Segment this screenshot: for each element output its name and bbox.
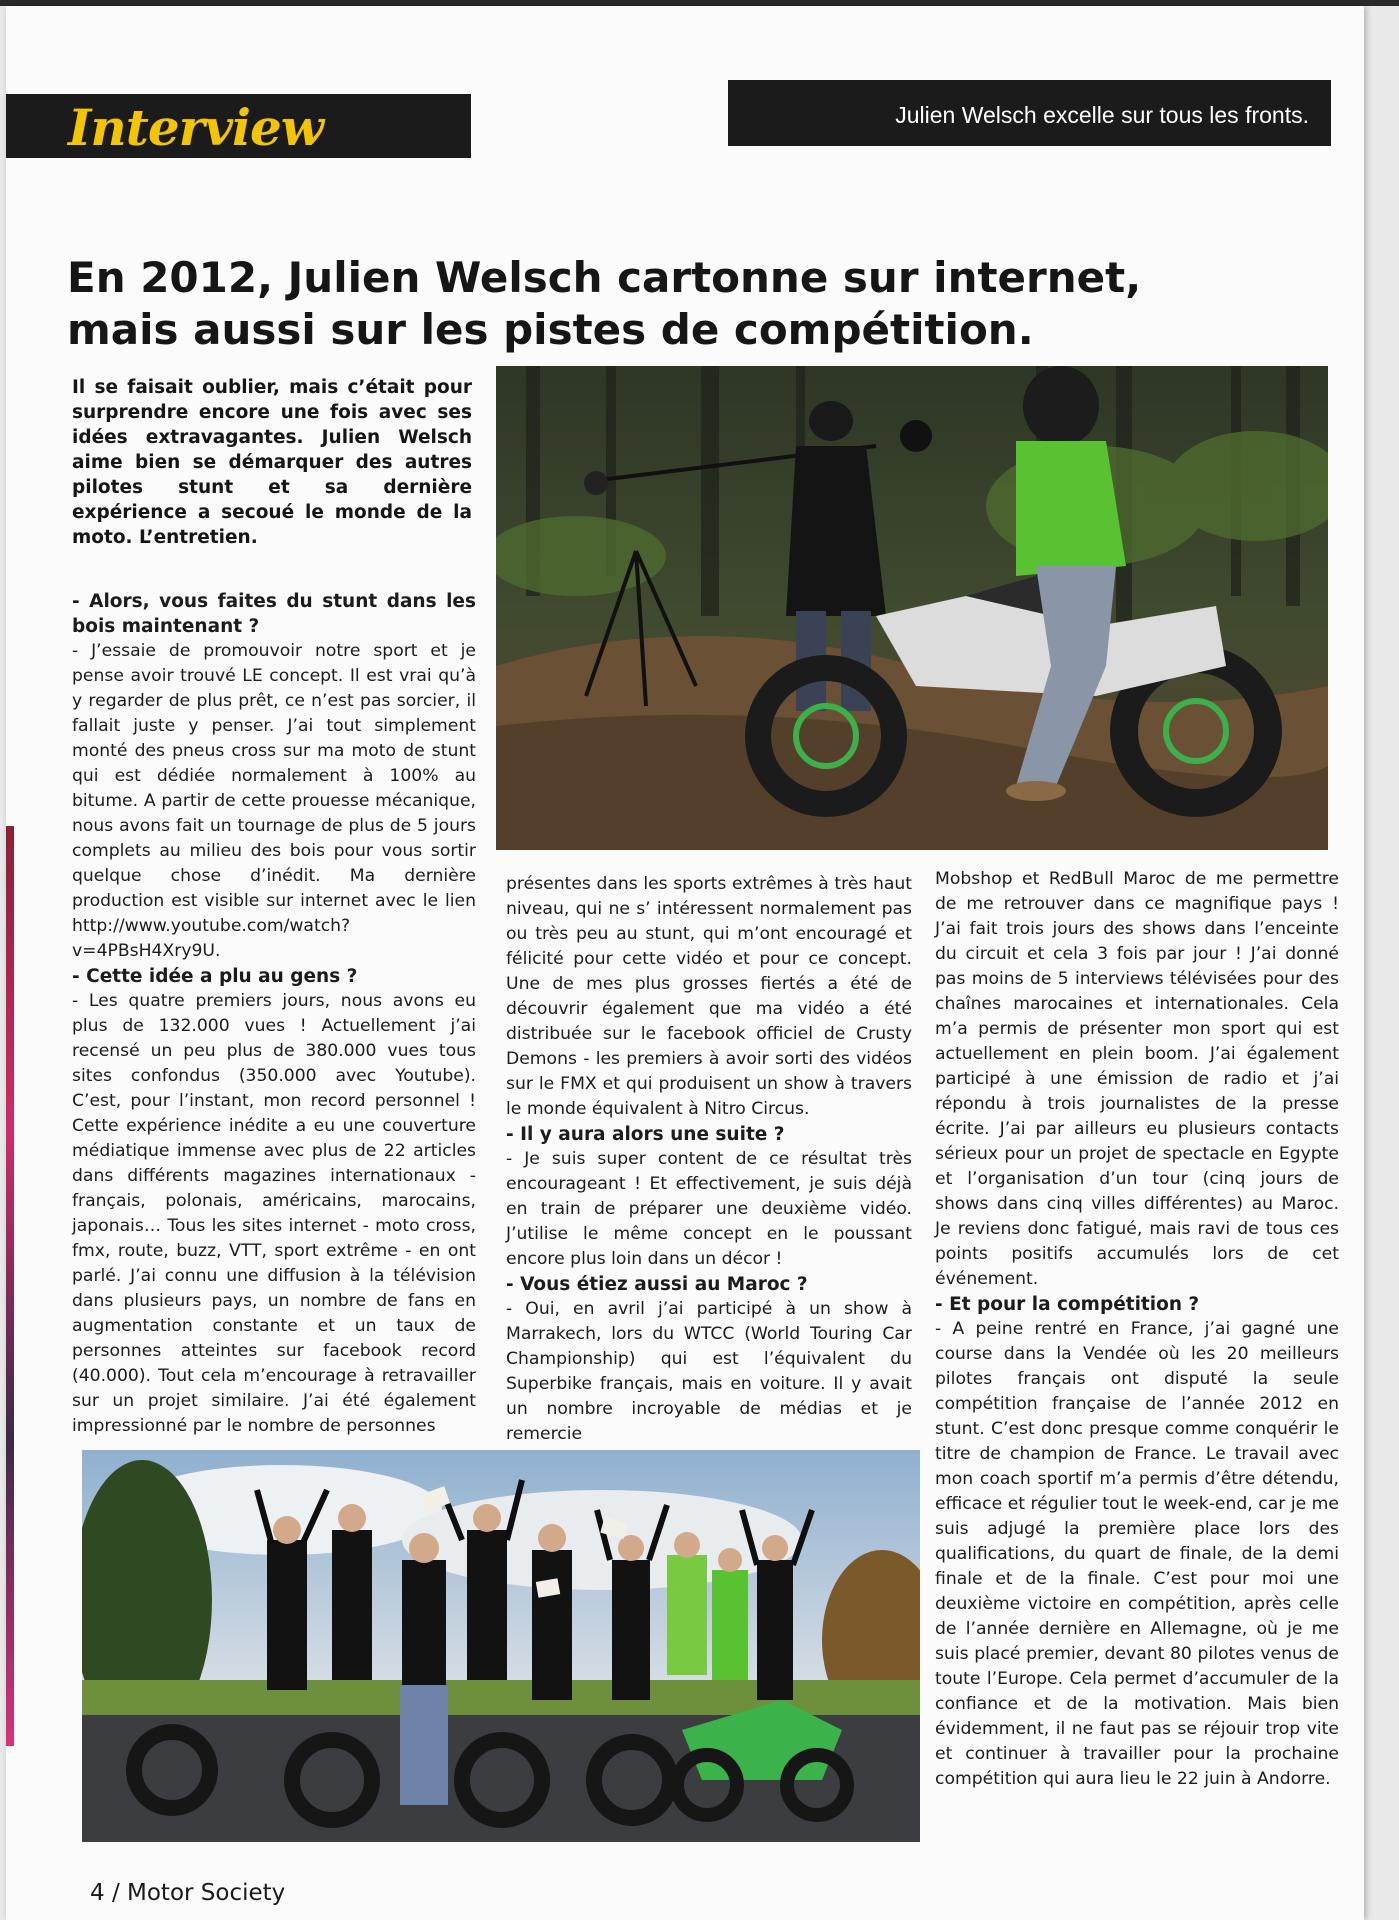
article-lead: Il se faisait oublier, mais c’était pour surprendre encore une fois avec ses idées extravagantes. Julien Welsch aime bien se démarquer des autres pilotes stunt et sa dernière expérience a secoué le monde de la moto. L’entretien. <box>72 377 472 548</box>
team-celebration-illustration <box>82 1450 920 1842</box>
headline-line-2: mais aussi sur les pistes de compétition. <box>67 305 1034 354</box>
answer-4: - Oui, en avril j’ai participé à un show à Marrakech, lors du WTCC (World Touring Car Championship) qui est l’équivalent du Superbike français, mais en voiture. Il y avait un nombre incroyable de médias et je remercie <box>506 1299 912 1444</box>
section-banner <box>6 94 471 158</box>
answer-4-continued: Mobshop et RedBull Maroc de me permettre de me retrouver dans ce magnifique pays ! J’ai fait trois jours des shows dans l’enceinte du circuit et cela 3 fois par jour ! J’ai donné pas moins de 5 interviews télévisées pour des chaînes marocaines et internationales. Cela m’a permis de présenter mon sport qui est actuellement en plein boom. J’ai également participé à une émission de radio et j’ai répondu à trois journalistes de la presse écrite. J’ai par ailleurs eu plusieurs contacts sérieux pour un projet de spectacle en Egypte et l’organisation d’un tour (cinq jours de shows dans cinq villes différentes) au Maroc. Je reviens donc fatigué, mais ravi de tous ces points positifs accumulés lors de cet événement. <box>935 869 1339 1289</box>
text-column-1 <box>72 589 476 1439</box>
tagline-text: Julien Welsch excelle sur tous les fronts. <box>895 102 1309 128</box>
forest-stunt-illustration <box>496 366 1328 850</box>
answer-2: - Les quatre premiers jours, nous avons eu plus de 132.000 vues ! Actuellement j’ai recensé un peu plus de 380.000 vues tous sites confondus (350.000 avec Youtube). C’est, pour l’instant, mon record personnel ! Cette expérience inédite a eu une couverture médiatique immense avec plus de 22 articles dans différents magazines internationaux - français, polonais, américains, marocains, japonais… Tous les sites internet - moto cross, fmx, route, buzz, VTT, sport extrême - en ont parlé. J’ai connu une diffusion à la télévision dans plusieurs pays, un nombre de fans en augmentation constante et un taux de personnes atteintes sur facebook record (40.000). Tout cela m’encourage à retravailler sur un projet similaire. J’ai été également impressionné par le nombre de personnes <box>72 991 476 1436</box>
answer-3: - Je suis super content de ce résultat très encourageant ! Et effectivement, je suis déjà en train de préparer une deuxième vidéo. J’utilise le même concept en le poussant encore plus loin dans un décor ! <box>506 1149 912 1269</box>
page-footer: 4 / Motor Society <box>90 1880 286 1906</box>
question-2: - Cette idée a plu au gens ? <box>72 966 358 987</box>
answer-1: - J’essaie de promouvoir notre sport et je pense avoir trouvé LE concept. Il est vrai qu’à y regarder de plus prêt, ce n’est pas sorcier, il fallait juste y penser. J’ai tout simplement monté des pneus cross sur ma moto de stunt qui est dédiée normalement à 100% au bitume. A partir de cette prouesse mécanique, nous avons fait un tournage de plus de 5 jours complets au milieu des bois pour vous sortir quelque chose d’inédit. Ma dernière production est visible sur internet avec le lien http://www.youtube.com/watch?v=4PBsH4Xry9U. <box>72 641 476 961</box>
section-label: Interview <box>68 98 323 157</box>
team-celebration-photo <box>82 1450 920 1842</box>
text-column-2 <box>506 872 912 1447</box>
forest-stunt-photo <box>496 366 1328 850</box>
question-3: - Il y aura alors une suite ? <box>506 1124 785 1145</box>
tagline-banner <box>728 80 1331 146</box>
question-4: - Vous étiez aussi au Maroc ? <box>506 1274 808 1295</box>
article-headline <box>67 252 1307 356</box>
headline-line-1: En 2012, Julien Welsch cartonne sur internet, <box>67 253 1142 302</box>
adjacent-page-edge <box>6 826 14 1746</box>
question-1: - Alors, vous faites du stunt dans les bois maintenant ? <box>72 591 476 637</box>
answer-5: - A peine rentré en France, j’ai gagné une course dans la Vendée où les 20 meilleurs pilotes français ont disputé la seule compétition française de l’année 2012 en stunt. C’est donc presque comme conquérir le titre de champion de France. Le travail avec mon coach sportif m’a permis d’être détendu, efficace et régulier tout le week-end, car je me suis adjugé la première place lors des qualifications, du quart de finale, de la demi finale et de la finale. C’est pour moi une deuxième victoire en compétition, après celle de l’année dernière en Allemagne, où je me suis placé premier, devant 80 pilotes venus de toute l’Europe. Cela permet d’accumuler de la confiance et de la motivation. Mais bien évidemment, il ne faut pas se réjouir trop vite et continuer à travailler pour la prochaine compétition qui aura lieu le 22 juin à Andorre. <box>935 1319 1339 1789</box>
text-column-3 <box>935 867 1339 1792</box>
answer-2-continued: présentes dans les sports extrêmes à très haut niveau, qui ne s’ intéressent normalement pas ou très peu au stunt, qui m’ont encouragé et félicité pour cette vidéo et pour ce concept. Une de mes plus grosses fiertés a été de découvrir également que ma vidéo a été distribuée sur le facebook officiel de Crusty Demons - les premiers à avoir sorti des vidéos sur le FMX et qui produisent un show à travers le monde équivalent à Nitro Circus. <box>506 874 912 1119</box>
question-5: - Et pour la compétition ? <box>935 1294 1200 1315</box>
